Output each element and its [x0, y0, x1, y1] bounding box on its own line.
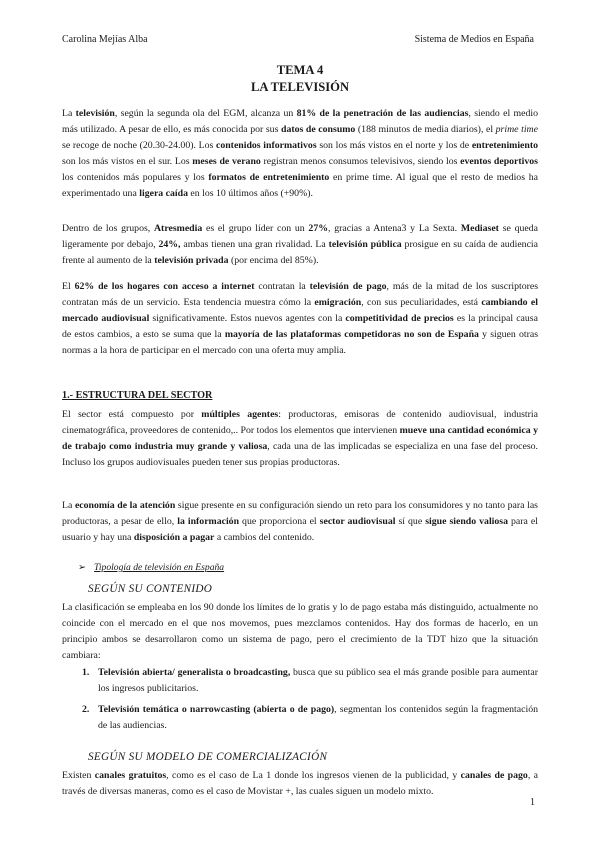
text-run: , a través de diversas maneras, como es el caso de Movistar +, las cuales siguen un modelo mixto.	[62, 770, 538, 797]
emphasis-bold: economía de la atención	[74, 500, 176, 511]
emphasis-bold: la información	[177, 516, 240, 527]
text-run: : productoras, emisoras de contenido audiovisual, industria cinematográfica, proveedores de contenido,.. Por todos los elementos que intervienen	[62, 409, 538, 436]
emphasis-bold: meses de verano	[192, 156, 261, 167]
text-run: , más de la mitad de los suscriptores contratan más de un servicio. Esta tendencia muestra cómo la	[62, 281, 539, 308]
header-course: Sistema de Medios en España	[414, 34, 534, 45]
text-run: , como es el caso de La 1 donde los ingresos vienen de la publicidad, y	[166, 770, 461, 781]
classification-paragraph	[62, 600, 538, 664]
emphasis-bold: 24%,	[158, 239, 181, 250]
emphasis-bold: sector audiovisual	[319, 516, 396, 527]
emphasis-bold: Televisión abierta/ generalista o broadcasting,	[98, 667, 291, 678]
text-run: contratan la	[254, 281, 310, 292]
emphasis-bold: Mediaset	[460, 223, 499, 234]
text-run: y siguen otras normas a la hora de participar en el mercado con una oferta muy amplia.	[62, 329, 539, 356]
internet-paragraph	[62, 279, 538, 359]
section-heading-structure: 1.- ESTRUCTURA DEL SECTOR	[62, 390, 213, 401]
text-run: ambas tienen una gran rivalidad. La	[180, 239, 329, 250]
emphasis-bold: ligera caída	[139, 188, 188, 199]
text-run: , segmentan los contenidos según la fragmentación de las audiencias.	[98, 704, 538, 731]
emphasis-bold: entretenimiento	[471, 140, 539, 151]
emphasis-bold: Televisión temática o narrowcasting (abierta o de pago)	[98, 704, 335, 715]
list-item	[82, 702, 538, 734]
commercial-paragraph	[62, 768, 538, 800]
text-run: son los más vistos en el sur. Los	[62, 156, 193, 167]
list-item	[82, 665, 538, 697]
text-run: (188 minutos de media diarios), el	[355, 124, 496, 135]
list-number: 1.	[82, 667, 90, 678]
list-item-text	[98, 665, 538, 697]
text-run: significativamente. Estos nuevos agentes con la	[149, 313, 346, 324]
emphasis-bold: disposición a pagar	[133, 532, 215, 543]
emphasis-bold: 27%	[308, 223, 329, 234]
emphasis-bold: Atresmedia	[153, 223, 203, 234]
text-run: , gracias a Antena3 y La Sexta.	[328, 223, 461, 234]
emphasis-bold: múltiples agentes	[201, 409, 279, 420]
emphasis-bold: televisión pública	[328, 239, 402, 250]
emphasis-bold: de los hogares con acceso a internet	[98, 281, 255, 292]
text-run: los contenidos más populares y los	[62, 172, 209, 183]
emphasis-bold: datos de consumo	[281, 124, 356, 135]
page-title: LA TELEVISIÓN	[250, 80, 350, 94]
text-run: , con sus peculiaridades, está	[361, 297, 482, 308]
emphasis-bold: formatos de entretenimiento	[208, 172, 330, 183]
text-run: para el usuario y hay una	[62, 516, 538, 543]
bullet-typology	[78, 562, 224, 573]
subheading-commercialization: SEGÚN SU MODELO DE COMERCIALIZACIÓN	[88, 751, 328, 763]
text-run: es el grupo líder con un	[202, 223, 309, 234]
text-run: (por encima del 85%).	[228, 255, 319, 266]
text-run: que proporciona el	[239, 516, 320, 527]
text-run: en los 10 últimos años (+90%).	[187, 188, 313, 199]
list-number: 2.	[82, 704, 90, 715]
text-run: La	[62, 500, 75, 511]
text-run: prosigue en su caída de audiencia frente al aumento de la	[62, 239, 538, 266]
text-run: El	[62, 281, 75, 292]
text-run: sigue presente en su configuración siendo un reto para los consumidores y no tanto para las productoras, a pesar de ello,	[62, 500, 538, 527]
emphasis-bold: mueve una cantidad económica y de trabajo como industria muy grande y valiosa	[62, 425, 538, 452]
emphasis-bold: 81% de la penetración de las audiencias	[296, 108, 469, 119]
text-run: es la principal causa de estos cambios, a esto se suma que la	[62, 313, 538, 340]
emphasis-bold: emigración	[314, 297, 362, 308]
emphasis-bold: sigue siendo valiosa	[425, 516, 509, 527]
text-run: a cambios del contenido.	[214, 532, 315, 543]
emphasis-bold: cambiando el mercado audiovisual	[62, 297, 538, 324]
text-run: sí que	[395, 516, 426, 527]
text-run: Dentro de los grupos,	[62, 223, 154, 234]
emphasis-bold: competitividad de precios	[345, 313, 454, 324]
text-run: El sector está compuesto por	[62, 409, 202, 420]
emphasis-italic: prime time	[495, 124, 538, 135]
emphasis-bold: canales de pago	[460, 770, 528, 781]
emphasis-bold: televisión privada	[154, 255, 229, 266]
text-run: en prime time. Al igual que el resto de medios ha experimentado una	[62, 172, 538, 199]
text-run: , cada una de las implicadas se especializa en una fase del proceso. Incluso los grupos audiovisuales pueden tener sus propias productoras.	[62, 441, 538, 468]
subheading-content: SEGÚN SU CONTENIDO	[88, 583, 213, 595]
groups-paragraph	[62, 221, 538, 269]
text-run: se queda ligeramente por debajo,	[62, 223, 538, 250]
arrow-bullet-icon: ➢	[78, 562, 87, 573]
emphasis-bold: canales gratuitos	[94, 770, 167, 781]
emphasis-bold: televisión de pago	[309, 281, 387, 292]
text-run: , según la segunda ola del EGM, alcanza un	[114, 108, 297, 119]
emphasis-bold: eventos deportivos	[460, 156, 538, 167]
text-run: registran menos consumos televisivos, siendo los	[260, 156, 461, 167]
page-number: 1	[530, 797, 535, 808]
text-run: se recoge de noche (20.30-24.00). Los	[62, 140, 216, 151]
emphasis-bold: contenidos informativos	[215, 140, 317, 151]
economy-paragraph	[62, 498, 538, 546]
emphasis-bold: 62%	[74, 281, 95, 292]
emphasis-bold: televisión	[75, 108, 115, 119]
chapter-number: TEMA 4	[276, 63, 324, 77]
bullet-typology-text: Tipología de televisión en España	[94, 562, 225, 573]
text-run: La clasificación se empleaba en los 90 donde los límites de lo gratis y lo de pago estaba más distinguido, actualmente no coincide con el mercado en el que nos movemos, pues mezclamos contenidos. Hay dos formas de hacerlo, en un principio ambos se desarrollaron como un sistema de pago, pero el crecimiento de la TDT hizo que la situación cambiara:	[62, 602, 538, 661]
emphasis-bold: mayoría de las plataformas competidoras no son de España	[224, 329, 479, 340]
text-run: La	[62, 108, 76, 119]
intro-paragraph	[62, 106, 538, 202]
text-run: , siendo el medio más utilizado. A pesar de ello, es más conocida por sus	[62, 108, 539, 135]
text-run: busca que su público sea el más grande posible para aumentar los ingresos publicitarios.	[98, 667, 539, 694]
header-author: Carolina Mejías Alba	[62, 34, 148, 45]
list-item-text	[98, 702, 538, 734]
sector-paragraph	[62, 407, 538, 471]
text-run: son los más vistos en el norte y los de	[316, 140, 472, 151]
text-run: Existen	[62, 770, 95, 781]
